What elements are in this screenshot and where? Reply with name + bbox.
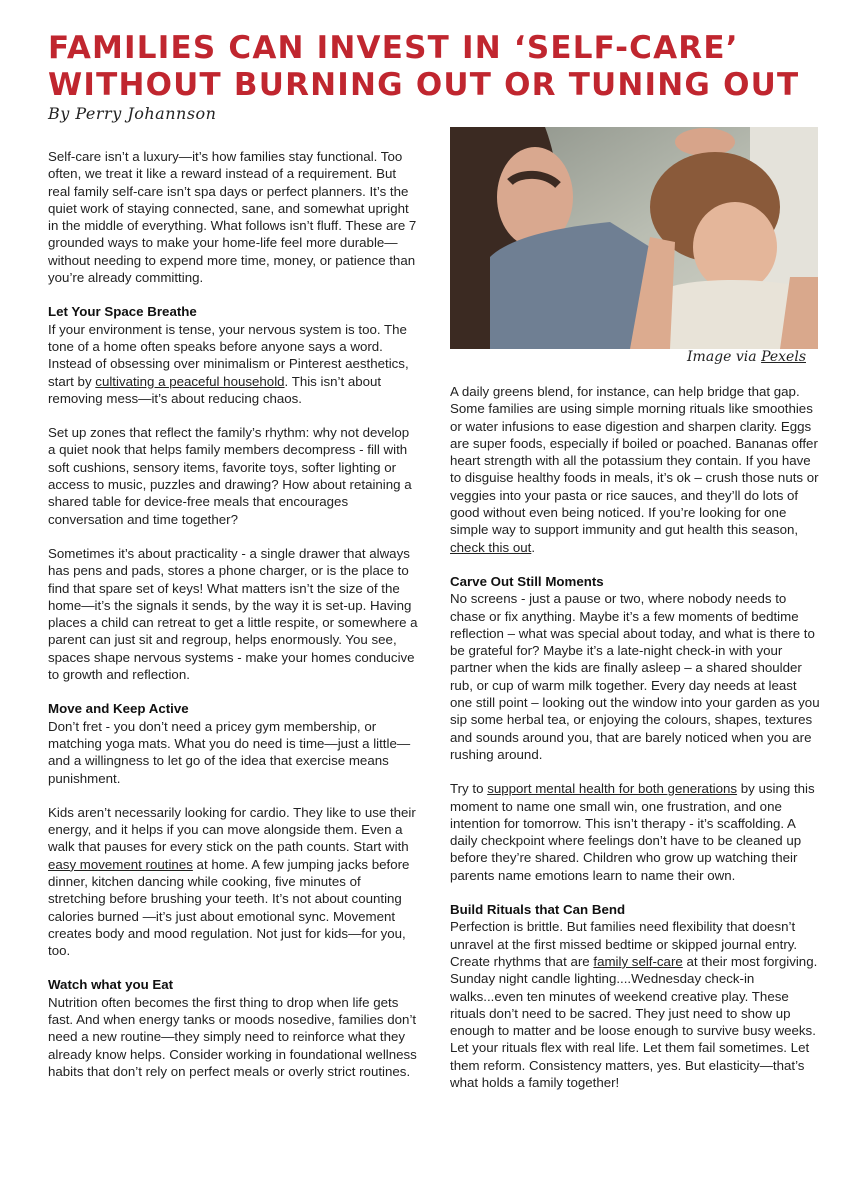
image-caption <box>687 349 806 365</box>
paragraph <box>48 804 420 960</box>
caption-prefix: Image via <box>687 349 762 365</box>
text: If your environment is tense, your nervous system is too. The tone of a home often speaks before anyone says a word. Instead of obsessing over minimalism or Pinterest aesthetics, start by <box>48 321 409 389</box>
text: . <box>531 539 536 555</box>
paragraph: Set up zones that reflect the family’s rhythm: why not develop a quiet nook that helps family members decompress - fill with soft cushions, sensory items, favorite toys, softer lighting or access to music, puzzles and drawing? How about retaining a shared table for device-free meals that encourages conversation and time together? <box>48 425 412 527</box>
paragraph <box>450 383 822 556</box>
text: at home. A few jumping jacks before dinner, kitchen dancing while cooking, five minutes of stretching before brushing your teeth. It’s not about counting calories burned —it’s just about emotional sync. Movement creates body and mood regulation. Not just for kids—for you, too. <box>48 856 410 959</box>
text: . This isn’t about removing mess—it’s about reducing chaos. <box>48 373 382 406</box>
section-heading-space: Let Your Space Breathe <box>48 304 197 320</box>
title-line-2: WITHOUT BURNING OUT OR TUNING OUT <box>48 67 800 103</box>
left-column <box>48 148 420 1097</box>
pexels-link[interactable]: Pexels <box>761 349 806 365</box>
paragraph <box>450 918 822 1091</box>
article-title <box>48 30 808 104</box>
intro-paragraph: Self-care isn’t a luxury—it’s how families stay functional. Too often, we treat it like a reward instead of a requirement. But real family self-care isn’t spa days or perfect planners. It’s the quiet work of staying connected, sane, and somewhat upright in the middle of everything. What follows isn’t fluff. These are 7 grounded ways to make your home-life feel more durable—without needing to expend more time, money, or patience than you’re already committing. <box>48 149 417 286</box>
paragraph: No screens - just a pause or two, where nobody needs to chase or fix anything. Maybe it’s a few moments of bedtime reflection – what was special about today, and what is there to be grateful for? Maybe it’s a late-night check-in with your partner when the kids are finally asleep – a shared shoulder rub, or cup of warm milk together. Every day needs at least one still point – looking out the window into your garden as you sip some herbal tea, or enjoying the colours, shapes, textures and sounds around you, that are barely noticed when you are rushing around. <box>450 591 820 762</box>
text: Kids aren’t necessarily looking for cardio. They like to use their energy, and it helps if you can move alongside them. Even a walk that pauses for every stick on the path counts. Start with <box>48 804 416 855</box>
section-heading-rituals: Build Rituals that Can Bend <box>450 902 626 918</box>
section-heading-move: Move and Keep Active <box>48 701 189 717</box>
peaceful-household-link[interactable]: cultivating a peaceful household <box>95 373 285 389</box>
paragraph: Nutrition often becomes the first thing to drop when life gets fast. And when energy tanks or moods nosedive, families don’t need a new routine—they simply need to reinforce what they already know helps. Consider working in foundational wellness habits that don’t rely on perfect meals or overly strict routines. <box>48 994 417 1079</box>
text: Try to <box>450 781 488 797</box>
text: by using this moment to name one small win, one frustration, and one intention for tomorrow. This isn’t therapy - it’s scaffolding. A daily checkpoint where feelings don’t have to be cleaned up before they’re shared. Children who grow up watching their parents name emotions learn to name their own. <box>450 781 815 883</box>
text: A daily greens blend, for instance, can help bridge that gap. Some families are using simple morning rituals like smoothies or water infusions to ease digestion and sharpen clarity. Eggs are super foods, especially if boiled or poached. Bananas offer heart strength with all the potassium they contain. If you have to disguise healthy foods in meals, it’s ok – crush those nuts or veggies into your pasta or rice sauces, and they’ll do lots of good without even being noticed. If you’re looking for one simple way to support immunity and gut health this season, <box>450 384 819 538</box>
section-heading-eat: Watch what you Eat <box>48 977 174 993</box>
title-line-1: FAMILIES CAN INVEST IN ‘SELF-CARE’ <box>48 30 739 66</box>
family-self-care-link[interactable]: family self-care <box>593 953 683 969</box>
easy-movement-link[interactable]: easy movement routines <box>48 856 193 872</box>
paragraph: Sometimes it’s about practicality - a single drawer that always has pens and pads, stores a phone charger, or is the place to find that spare set of keys! What matters isn’t the size of the home—it’s the signals it sends, by the way it is set-up. Having places a child can retreat to get a little respite, or somewhere a parent can just sit and regroup, helps enormously. You see, spaces shape nervous systems - make your homes conducive to growth and reflection. <box>48 545 418 683</box>
byline: By Perry Johannson <box>48 104 217 123</box>
mental-health-link[interactable]: support mental health for both generations <box>487 781 738 797</box>
paragraph <box>48 321 420 407</box>
paragraph: Don’t fret - you don’t need a pricey gym membership, or matching yoga mats. What you do need is time—just a little—and a willingness to let go of the idea that exercise means punishment. <box>48 718 411 786</box>
right-column <box>450 383 822 1108</box>
text: Perfection is brittle. But families need flexibility that doesn’t unravel at the first missed bedtime or skipped journal entry. Create rhythms that are <box>450 919 798 969</box>
text: at their most forgiving. Sunday night candle lighting....Wednesday check-in walks...even ten minutes of weekend creative play. These rituals don’t need to be sacred. They just need to show up enough to matter and be loose enough to survive busy weeks. Let your rituals flex with real life. Let them fail sometimes. Let them reform. Consistency matters, yes. But elasticity—that’s what holds a family together! <box>450 953 818 1090</box>
check-this-out-link[interactable]: check this out <box>450 539 532 555</box>
article-photo <box>450 127 818 349</box>
paragraph <box>450 780 822 884</box>
section-heading-still: Carve Out Still Moments <box>450 573 604 589</box>
